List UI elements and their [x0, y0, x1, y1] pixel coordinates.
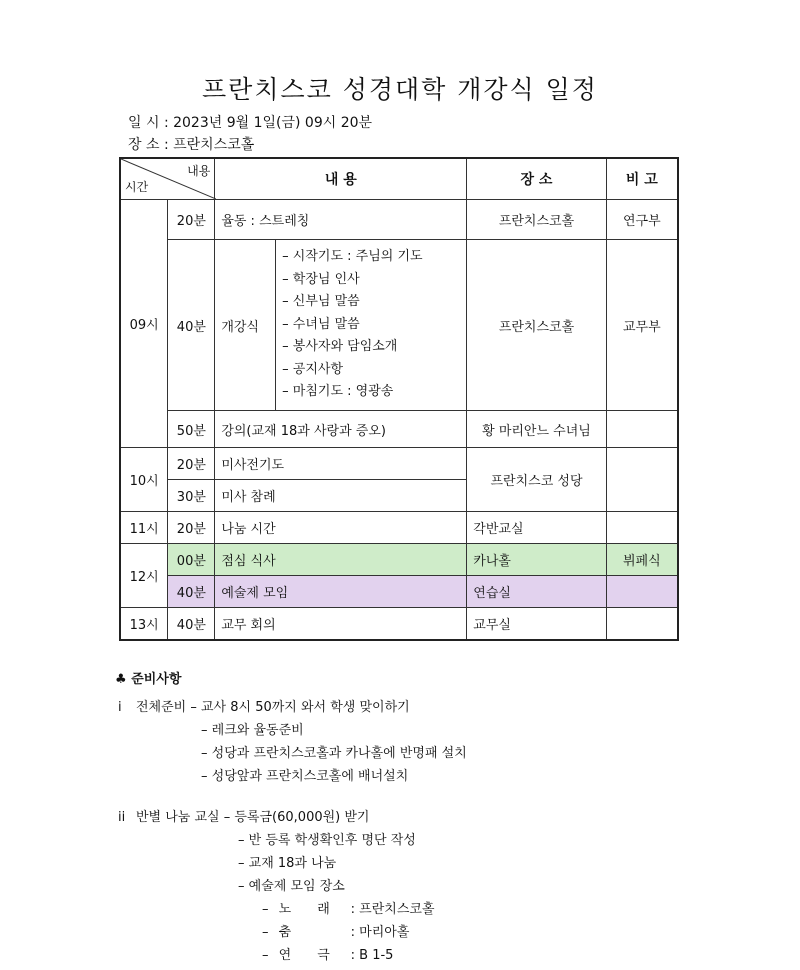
- table-row: [120, 240, 678, 411]
- minute-cell: 20분: [168, 200, 215, 240]
- place-line: 장 소 : 프란치스코홀: [128, 137, 255, 153]
- list-item: – 교재 18과 나눔: [238, 856, 337, 871]
- hour-cell: 11시: [120, 512, 168, 544]
- content-cell: 교무 회의: [215, 608, 467, 640]
- list-item: – 성당과 프란치스코홀과 카나홀에 반명패 설치: [201, 746, 467, 761]
- content-cell: 강의(교재 18과 사랑과 증오): [215, 411, 467, 448]
- hour-cell: 12시: [120, 544, 168, 608]
- content-cell: 미사 참례: [215, 480, 467, 512]
- venue-label: 연 극: [278, 948, 330, 963]
- minute-cell: 50분: [168, 411, 215, 448]
- venue-value: 마리아홀: [359, 925, 410, 940]
- venue-row: – 춤 : 마리아홀: [262, 921, 409, 940]
- roman-marker: ii: [118, 810, 126, 825]
- list-item: – 학장님 인사: [282, 269, 460, 292]
- list-item-text: 성당앞과 프란치스코홀에 배너설치: [211, 769, 409, 784]
- list-item-text: 교재 18과 나눔: [248, 856, 337, 871]
- table-row: [120, 576, 678, 608]
- header-place: 장 소: [467, 158, 606, 200]
- place-cell: 각반교실: [467, 512, 606, 544]
- hour-cell: 13시: [120, 608, 168, 640]
- header-note: 비 고: [606, 158, 678, 200]
- minute-cell: 30분: [168, 480, 215, 512]
- place-cell: 카나홀: [467, 544, 606, 576]
- minute-cell: 40분: [168, 608, 215, 640]
- venue-value: B 1-5: [359, 948, 394, 963]
- place-cell: 프란치스코 성당: [467, 448, 606, 512]
- list-item: – 마침기도 : 영광송: [282, 381, 460, 404]
- table-row: [120, 448, 678, 480]
- minute-cell: 40분: [168, 240, 215, 411]
- note-cell: [606, 448, 678, 512]
- list-item-text: 성당과 프란치스코홀과 카나홀에 반명패 설치: [211, 746, 467, 761]
- note-cell: 연구부: [606, 200, 678, 240]
- table-row: [120, 411, 678, 448]
- list-item-text: 반 등록 학생확인후 명단 작성: [248, 833, 416, 848]
- minute-cell: 00분: [168, 544, 215, 576]
- schedule-table: [119, 157, 679, 641]
- minute-cell: 40분: [168, 576, 215, 608]
- note-cell: 뷔페식: [606, 544, 678, 576]
- table-row: [120, 512, 678, 544]
- venue-row: – 노 래 : 프란치스코홀: [262, 898, 435, 917]
- prep-section-2-lead: [118, 806, 370, 825]
- content-cell: 미사전기도: [215, 448, 467, 480]
- table-row: [120, 200, 678, 240]
- place-cell: 프란치스코홀: [467, 200, 606, 240]
- club-icon: ♣: [115, 672, 127, 687]
- content-cell: 개강식: [215, 240, 276, 411]
- diagonal-header-cell: [120, 158, 215, 200]
- header-content-label: 내용: [187, 164, 211, 178]
- roman-marker: i: [118, 700, 122, 715]
- list-item-text: 레크와 율동준비: [211, 723, 304, 738]
- venue-row: – 연 극 : B 1-5: [262, 944, 393, 963]
- section-lead-text: 반별 나눔 교실 – 등록금(60,000원) 받기: [136, 810, 370, 825]
- table-header: [120, 158, 678, 200]
- place-cell: 프란치스코홀: [467, 240, 606, 411]
- list-item: – 시작기도 : 주님의 기도: [282, 246, 460, 269]
- section-lead-text: 전체준비 – 교사 8시 50까지 와서 학생 맞이하기: [136, 700, 410, 715]
- note-cell: 교무부: [606, 240, 678, 411]
- place-cell: 연습실: [467, 576, 606, 608]
- content-cell: 점심 식사: [215, 544, 467, 576]
- hour-cell: 10시: [120, 448, 168, 512]
- content-cell: 나눔 시간: [215, 512, 467, 544]
- header-time-label: 시간: [125, 180, 149, 194]
- note-cell: [606, 608, 678, 640]
- ceremony-items-cell: [276, 240, 467, 411]
- date-line: 일 시 : 2023년 9월 1일(금) 09시 20분: [128, 115, 373, 131]
- table-row: [120, 608, 678, 640]
- prep-section-1-lead: [118, 696, 410, 715]
- table-row: [120, 544, 678, 576]
- header-content: 내 용: [215, 158, 467, 200]
- note-cell: [606, 576, 678, 608]
- prep-heading: [115, 668, 181, 687]
- note-cell: [606, 512, 678, 544]
- list-item: – 공지사항: [282, 359, 460, 382]
- venue-label: 노 래: [278, 902, 330, 917]
- content-cell: 율동 : 스트레칭: [215, 200, 467, 240]
- hour-cell: 09시: [120, 200, 168, 448]
- venue-value: 프란치스코홀: [359, 902, 435, 917]
- prep-title: 준비사항: [131, 672, 182, 687]
- list-item: – 성당앞과 프란치스코홀에 배너설치: [201, 769, 409, 784]
- venue-label: 춤: [278, 925, 292, 940]
- list-item: – 봉사자와 담임소개: [282, 336, 460, 359]
- page-title: 프란치스코 성경대학 개강식 일정: [202, 75, 598, 104]
- list-item: – 신부님 말씀: [282, 291, 460, 314]
- minute-cell: 20분: [168, 512, 215, 544]
- place-cell: 교무실: [467, 608, 606, 640]
- place-cell: 황 마리안느 수녀님: [467, 411, 606, 448]
- minute-cell: 20분: [168, 448, 215, 480]
- ceremony-item-list: [282, 240, 460, 410]
- list-item: – 레크와 율동준비: [201, 723, 304, 738]
- list-item: – 반 등록 학생확인후 명단 작성: [238, 833, 416, 848]
- note-cell: [606, 411, 678, 448]
- list-item: – 수녀님 말씀: [282, 314, 460, 337]
- list-item-text: 예술제 모임 장소: [248, 879, 345, 894]
- content-cell: 예술제 모임: [215, 576, 467, 608]
- list-item: – 예술제 모임 장소: [238, 879, 345, 894]
